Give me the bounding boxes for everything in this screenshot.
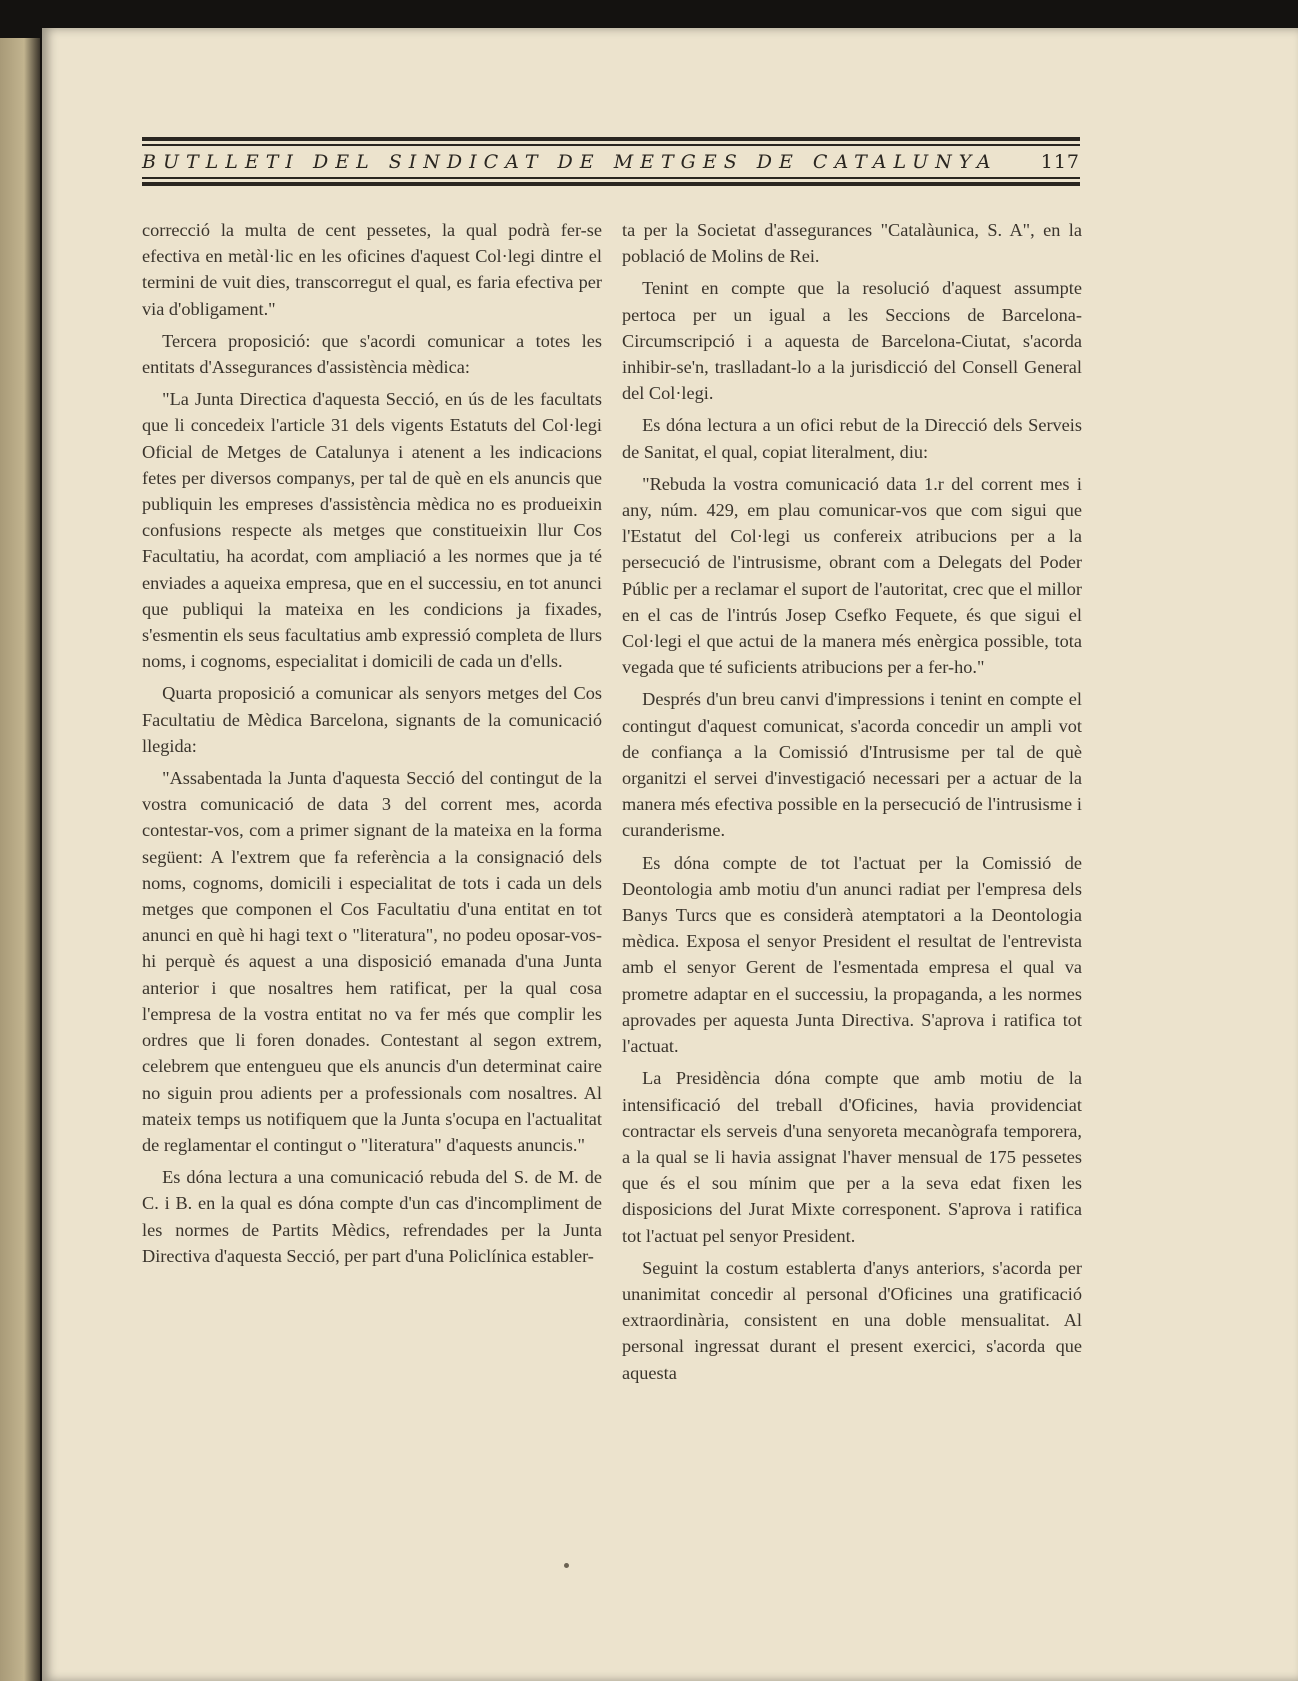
header-rule-bottom — [142, 182, 1080, 186]
paragraph: Seguint la costum establerta d'anys anteriors, s'acorda per unanimitat concedir al personal d'Oficines una gratificació extraordinària, consistent en una doble mensualitat. Al personal ingressat durant el present exercici, s'acorda que aquesta — [622, 1257, 1082, 1383]
paragraph: ta per la Societat d'assegurances "Catalàunica, S. A", en la població de Molins de Rei. — [622, 220, 1082, 267]
paragraph: La Presidència dóna compte que amb motiu de la intensificació del treball d'Oficines, havia providenciat contractar els serveis d'una senyoreta mecanògrafa temporera, a la qual se li havia assignat l'haver mensual de 175 pessetes que és el sou mínim que per a la seva edat fixen les disposicions del Jurat Mixte corresponent. S'aprova i ratifica tot l'actuat pel senyor President. — [622, 1068, 1082, 1246]
paragraph: Tenint en compte que la resolució d'aquest assumpte pertoca per un igual a les Seccions de Barcelona-Circumscripció i a aquesta de Barcelona-Ciutat, s'acorda inhibir-se'n, traslladant-lo a la jurisdicció del Consell General del Col·legi. — [622, 278, 1082, 404]
paragraph: Es dóna compte de tot l'actuat per la Comissió de Deontologia amb motiu d'un anunci radiat per l'empresa dels Banys Turcs que es considerà atemptatori a la Deontologia mèdica. Exposa el senyor President el resultat de l'entrevista amb el senyor Gerent de l'esmentada empresa el qual va prometre adaptar en el successiu, la propaganda, a les normes aprovades per aquesta Junta Directiva. S'aprova i ratifica tot l'actuat. — [622, 852, 1082, 1057]
document-page — [42, 28, 1298, 1681]
paragraph: Es dóna lectura a una comunicació rebuda del S. de M. de C. i B. en la qual es dóna compte d'un cas d'incompliment de les normes de Partits Mèdics, refrendades per la Junta Directiva d'aquesta Secció, per part d'una Policlínica establer- — [142, 1167, 602, 1266]
paragraph: "Rebuda la vostra comunicació data 1.r del corrent mes i any, núm. 429, em plau comunicar-vos que com sigui que l'Estatut del Col·legi us confereix atribucions per a la persecució de l'intrusisme, obrant com a Delegats del Poder Públic per a reclamar el suport de l'autoritat, crec que el millor en el cas de l'intrús Josep Csefko Fequete, és que sigui el Col·legi el que actui de la manera més enèrgica possible, tota vegada que té suficients atribucions per a fer-ho." — [622, 473, 1082, 678]
paragraph: Quarta proposició a comunicar als senyors metges del Cos Facultatiu de Mèdica Barcelona, signants de la comunicació llegida: — [142, 683, 602, 756]
paragraph: Tercera proposició: que s'acordi comunicar a totes les entitats d'Assegurances d'assistència mèdica: — [142, 330, 602, 378]
header-rule-top — [142, 137, 1080, 141]
running-header — [142, 149, 1080, 175]
paragraph: "La Junta Directica d'aquesta Secció, en ús de les facultats que li concedeix l'article 31 dels vigents Estatuts del Col·legi Oficial de Metges de Catalunya i atenent a les indicacions fetes per diversos companys, per tal de què en els anuncis que publiquin les empreses d'assistència mèdica no es produeixin confusions respecte als metges que constitueixin llur Cos Facultatiu, ha acordat, com ampliació a les normes que ja té enviades a aqueixa empresa, que en el successiu, en tot anunci que publiqui la mateixa en les condicions ja fixades, s'esmentin els seus facultatius amb expressió completa de llurs noms, i cognoms, especialitat i domicili de cada un d'ells. — [142, 389, 602, 672]
paragraph: correcció la multa de cent pessetes, la qual podrà fer-se efectiva en metàl·lic en les oficines d'aquest Col·legi dintre el termini de vuit dies, transcorregut el qual, es faria efectiva per via d'obligament." — [142, 220, 602, 319]
header-rule-top-thin — [142, 144, 1080, 146]
left-column — [142, 217, 602, 1275]
right-column — [622, 217, 1082, 1392]
journal-title: BUTLLETI DEL SINDICAT DE METGES DE CATALUNYA — [142, 151, 998, 173]
adjacent-page-edge — [0, 38, 40, 1681]
header-rule-bottom-thin — [142, 177, 1080, 179]
page-mark — [564, 1563, 569, 1568]
paragraph: Es dóna lectura a un ofici rebut de la Direcció dels Serveis de Sanitat, el qual, copiat literalment, diu: — [622, 415, 1082, 462]
paragraph: "Assabentada la Junta d'aquesta Secció del contingut de la vostra comunicació de data 3 del corrent mes, acorda contestar-vos, com a primer signant de la mateixa en la forma següent: A l'extrem que fa referència a la consignació dels noms, cognoms, domicili i especialitat de tots i cada un dels metges que componen el Cos Facultatiu d'una entitat en tot anunci en què hi hagi text o "literatura", no podeu oposar-vos-hi perquè és aquest a una disposició emanada d'una Junta anterior i que nosaltres hem ratificat, per la qual cosa l'empresa de la vostra entitat no va fer més que complir les ordres que li foren donades. Contestant al segon extrem, celebrem que entengueu que els anuncis d'un determinat caire no siguin prou adients per a professionals com nosaltres. Al mateix temps us notifiquem que la Junta s'ocupa en l'actualitat de reglamentar el contingut o "literatura" d'aquests anuncis." — [142, 768, 602, 1155]
paragraph: Després d'un breu canvi d'impressions i tenint en compte el contingut d'aquest comunicat, s'acorda concedir un ampli vot de confiança a la Comissió d'Intrusisme per tal de què organitzi el servei d'investigació necessari per a actuar de la manera més efectiva possible en la persecució de l'intrusisme i curanderisme. — [622, 689, 1082, 841]
page-number: 117 — [1040, 151, 1080, 173]
